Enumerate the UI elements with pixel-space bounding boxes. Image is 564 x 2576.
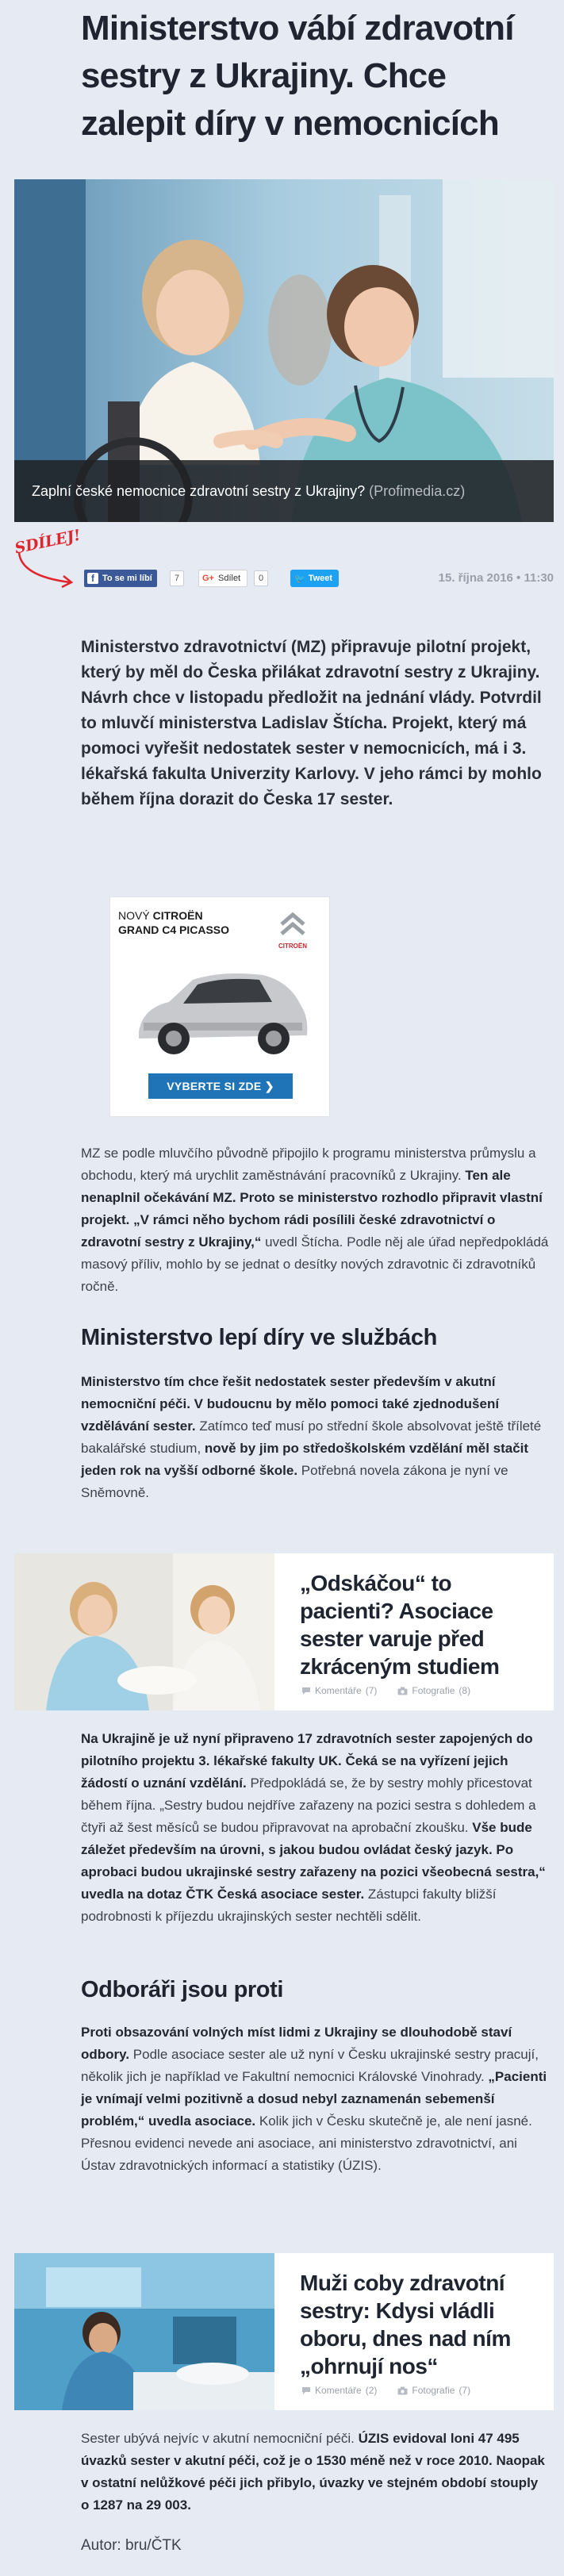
photos-count: (7)	[458, 2385, 471, 2396]
paragraph-2-text-a: Zatímco teď musí po střední škole absolvovat ještě tříleté bakalářské studium,	[81, 1419, 542, 1456]
share-bar	[11, 526, 554, 593]
related-article-1-title[interactable]: „Odskáčou“ to pacienti? Asociace sester varuje před zkráceným studiem	[300, 1571, 500, 1679]
paragraph-3	[81, 1728, 549, 1928]
gplus-icon: G+	[202, 574, 214, 583]
twitter-icon: 🐦	[294, 574, 305, 584]
related-article-2-thumbnail[interactable]	[14, 2253, 274, 2410]
photos-count: (8)	[458, 1685, 471, 1696]
paragraph-4-bold-a: Proti obsazování volných míst lidmi z Ukrajiny se dlouhodobě staví odbory.	[81, 2025, 512, 2062]
tweet-label: Tweet	[308, 574, 333, 583]
ad-brand-prefix: NOVÝ	[118, 909, 153, 922]
related-article-2-photo	[14, 2253, 274, 2410]
hero-caption-text: Zaplní české nemocnice zdravotní sestry z Ukrajiny?	[32, 482, 366, 499]
paragraph-5-bold-a: ÚZIS evidoval loni 47 495 úvazků sester v akutní péči, což je o 1530 méně než v roce 2010. Naopak v ostatní nelůžkové péči jich přibylo, úvazky ve stejném období stouply o 1287 na 29 003.	[81, 2431, 545, 2513]
paragraph-2-bold-b: nově by jim po středoškolském vzdělání měl stačit jeden rok na vyšší odborné škole.	[81, 1441, 529, 1478]
car-image	[128, 956, 315, 1067]
section-heading-2: Odboráři jsou proti	[81, 1977, 284, 2002]
related-article-2-photos[interactable]	[397, 2385, 470, 2396]
paragraph-5-text-a: Sester ubývá nejvíc v akutní nemocniční péči.	[81, 2431, 359, 2446]
paragraph-2-text-b: Potřebná novela zákona je nyní ve Sněmovně.	[81, 1463, 508, 1500]
paragraph-1-text-b: uvedl Štícha. Podle něj ale úřad nepředpokládá masový příliv, mohlo by se jednat o desítky nových zdravotnic či zdravotníků ročně.	[81, 1234, 549, 1294]
paragraph-3-bold-a: Na Ukrajině je už nyní připraveno 17 zdravotních sester zapojených do pilotního projektu 3. lékařské fakulty UK. Čeká se na vyřízení jejich žádostí o uznání vzdělání.	[81, 1731, 533, 1791]
paragraph-4-text-b: Kolik jich v Česku skutečně je, ale není jasné. Přesnou evidenci nevede ani asociace, ani ministerstvo zdravotnictví, ani Ústav zdravotnických informací a statistiky (ÚZIS).	[81, 2113, 532, 2173]
paragraph-2	[81, 1371, 549, 1504]
camera-icon	[397, 1687, 408, 1695]
gplus-share-count: 0	[254, 570, 268, 586]
comment-icon	[301, 1687, 311, 1695]
paragraph-5	[81, 2428, 549, 2516]
related-article-1-thumbnail[interactable]	[14, 1553, 274, 1710]
article-lead: Ministerstvo zdravotnictví (MZ) připravuje pilotní projekt, který by měl do Česka přilákat zdravotní sestry z Ukrajiny. Návrh chce v listopadu předložit na jednání vlády. Potvrdil to mluvčí ministerstva Ladislav Štícha. Projekt, který má pomoci vyřešit nedostatek sester v nemocnicích, má i 3. lékařská fakulta Univerzity Karlovy. V jeho rámci by mohlo během října dorazit do Česka 17 sester.	[81, 638, 542, 808]
section-heading-1: Ministerstvo lepí díry ve službách	[81, 1325, 437, 1350]
paragraph-3-text-b: Zástupci fakulty bližší podrobnosti k příjezdu ukrajinských sester nechtěli sdělit.	[81, 1887, 497, 1924]
ad-model-name: GRAND C4 PICASSO	[118, 923, 230, 936]
paragraph-1	[81, 1142, 549, 1298]
related-article-1-photos[interactable]	[397, 1685, 470, 1696]
tweet-button[interactable]	[290, 570, 339, 587]
article-title: Ministerstvo vábí zdravotní sestry z Ukrajiny. Chce zalepit díry v nemocnicích	[81, 9, 514, 143]
publish-date: 15. října 2016 • 11:30	[438, 571, 554, 585]
paragraph-3-text-a: Předpokládá se, že by sestry mohly přicestovat během října. „Sestry budou nejdříve zařazeny na pozici sestra s dohledem a čtyři až šest měsíců se budou připravovat na aprobační zkoušku.	[81, 1776, 536, 1835]
camera-icon	[397, 2386, 408, 2395]
related-article-1-photo	[14, 1553, 274, 1710]
svg-text:CITROËN: CITROËN	[278, 942, 307, 950]
comments-label: Komentáře	[315, 1685, 362, 1696]
ad-cta-button[interactable]: VYBERTE SI ZDE ❯	[148, 1073, 293, 1099]
facebook-like-button[interactable]	[84, 570, 157, 587]
gplus-share-button[interactable]	[198, 570, 247, 587]
comments-label: Komentáře	[315, 2385, 362, 2396]
hero-caption	[14, 460, 554, 522]
gplus-share-label: Sdílet	[217, 574, 241, 583]
related-article-2-meta	[301, 2385, 491, 2396]
photos-label: Fotografie	[412, 1685, 455, 1696]
ad-brand-name: CITROËN	[152, 909, 203, 922]
photos-label: Fotografie	[412, 2385, 455, 2396]
hero-caption-source: (Profimedia.cz)	[369, 482, 466, 499]
paragraph-1-bold-a: Ten ale nenaplnil očekávání MZ. Proto se ministerstvo rozhodlo připravit vlastní projekt. „V rámci něho bychom rádi posílili české zdravotnictví o zdravotní sestry z Ukrajiny,“	[81, 1168, 543, 1250]
paragraph-2-bold-a: Ministerstvo tím chce řešit nedostatek sester především v akutní nemocniční péči. V budoucnu by mělo pomoci také zjednodušení vzdělávání sester.	[81, 1374, 500, 1434]
ad-brand-text	[118, 908, 229, 937]
related-article-2-title[interactable]: Muži coby zdravotní sestry: Kdysi vládli oboru, dnes nad ním „ohrnují nos“	[300, 2271, 511, 2378]
related-article-2-comments[interactable]	[301, 2385, 377, 2396]
paragraph-4	[81, 2021, 549, 2177]
related-article-card-1[interactable]	[14, 1553, 554, 1710]
paragraph-3-bold-b: Vše bude záležet především na úrovni, s jakou budou ovládat český jazyk. Po aprobaci budou ukrajinské sestry zařazeny na pozici všeobecná sestra,“ uvedla na dotaz ČTK Česká asociace sester.	[81, 1820, 546, 1902]
comment-icon	[301, 2386, 311, 2395]
advertisement-banner[interactable]	[109, 896, 330, 1117]
hero-image	[14, 179, 554, 522]
citroen-logo-icon	[269, 907, 317, 953]
related-article-1-comments[interactable]	[301, 1685, 377, 1696]
paragraph-4-text-a: Podle asociace sester ale už nyní v Česku ukrajinské sestry pracují, několik jich je například ve Fakultní nemocnici Královské Vinohrady.	[81, 2047, 539, 2084]
comments-count: (2)	[365, 2385, 378, 2396]
related-article-1-meta	[301, 1685, 491, 1696]
facebook-icon: f	[87, 573, 98, 584]
comments-count: (7)	[365, 1685, 378, 1696]
paragraph-1-text-a: MZ se podle mluvčího původně připojilo k programu ministerstva průmyslu a obchodu, který má urychlit zaměstnávání pracovníků z Ukrajiny.	[81, 1146, 536, 1183]
arrow-icon	[13, 549, 76, 589]
facebook-like-count: 7	[170, 570, 184, 586]
paragraph-4-bold-b: „Pacienti je vnímají velmi pozitivně a dosud nebyl zaznamenán sebemenší problém,“ uvedla asociace.	[81, 2069, 547, 2129]
article-author: Autor: bru/ČTK	[81, 2537, 182, 2554]
share-prompt-label: SDÍLEJ!	[13, 526, 82, 558]
related-article-card-2[interactable]	[14, 2253, 554, 2410]
facebook-like-label: To se mi líbí	[102, 574, 152, 583]
